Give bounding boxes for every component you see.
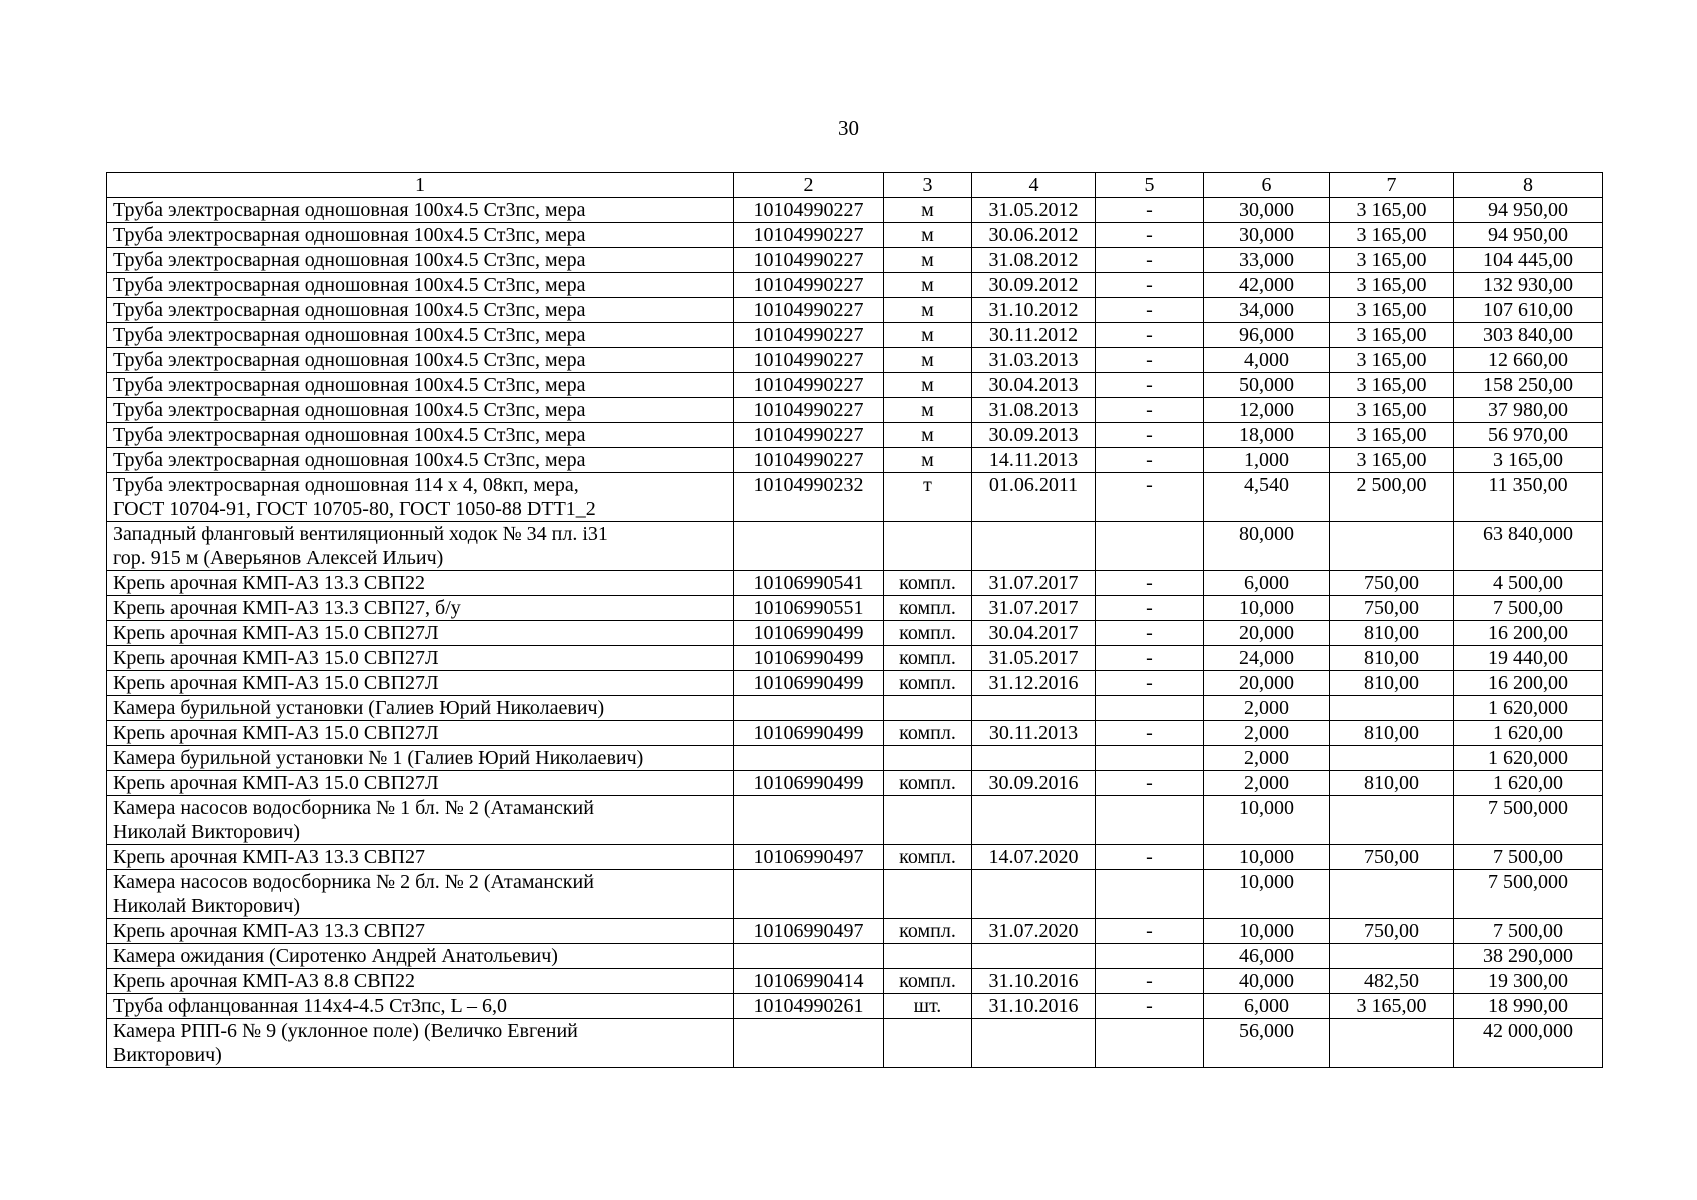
- item-code-cell: 10104990227: [734, 223, 884, 248]
- quantity-cell: 40,000: [1204, 969, 1330, 994]
- table-row: [107, 870, 1603, 919]
- item-name-cell: Западный фланговый вентиляционный ходок № 34 пл. i31 гор. 915 м (Аверьянов Алексей Ильич): [107, 522, 734, 571]
- item-code-cell: 10106990499: [734, 646, 884, 671]
- table-row: [107, 423, 1603, 448]
- table-row: [107, 746, 1603, 771]
- date-cell: 14.07.2020: [972, 845, 1096, 870]
- quantity-cell: 30,000: [1204, 223, 1330, 248]
- date-cell: 31.07.2020: [972, 919, 1096, 944]
- dash-cell: -: [1096, 348, 1204, 373]
- item-code-cell: 10106990551: [734, 596, 884, 621]
- quantity-cell: 2,000: [1204, 721, 1330, 746]
- item-code-cell: 10104990227: [734, 273, 884, 298]
- price-cell: 750,00: [1330, 596, 1454, 621]
- quantity-cell: 20,000: [1204, 621, 1330, 646]
- table-row: [107, 298, 1603, 323]
- item-name-cell: Крепь арочная КМП-А3 8.8 СВП22: [107, 969, 734, 994]
- date-cell: 31.10.2012: [972, 298, 1096, 323]
- item-code-cell: 10104990227: [734, 348, 884, 373]
- sum-cell: 1 620,00: [1454, 721, 1603, 746]
- unit-cell: м: [884, 273, 972, 298]
- item-name-cell: Камера РПП-6 № 9 (уклонное поле) (Величко Евгений Викторович): [107, 1019, 734, 1068]
- sum-cell: 7 500,00: [1454, 919, 1603, 944]
- item-name-cell: Труба электросварная одношовная 100х4.5 Ст3пс, мера: [107, 248, 734, 273]
- date-cell: [972, 796, 1096, 845]
- price-cell: 2 500,00: [1330, 473, 1454, 522]
- price-cell: 810,00: [1330, 721, 1454, 746]
- quantity-cell: 10,000: [1204, 845, 1330, 870]
- date-cell: 30.11.2013: [972, 721, 1096, 746]
- date-cell: 31.03.2013: [972, 348, 1096, 373]
- date-cell: 31.10.2016: [972, 969, 1096, 994]
- table-row: [107, 771, 1603, 796]
- table-row: [107, 596, 1603, 621]
- dash-cell: -: [1096, 994, 1204, 1019]
- date-cell: 30.04.2017: [972, 621, 1096, 646]
- unit-cell: м: [884, 423, 972, 448]
- sum-cell: 132 930,00: [1454, 273, 1603, 298]
- date-cell: 31.05.2012: [972, 198, 1096, 223]
- item-code-cell: [734, 696, 884, 721]
- unit-cell: [884, 796, 972, 845]
- dash-cell: [1096, 944, 1204, 969]
- sum-cell: 303 840,00: [1454, 323, 1603, 348]
- date-cell: [972, 1019, 1096, 1068]
- column-header: 4: [972, 173, 1096, 198]
- sum-cell: 63 840,000: [1454, 522, 1603, 571]
- dash-cell: -: [1096, 373, 1204, 398]
- table-row: [107, 696, 1603, 721]
- item-code-cell: [734, 1019, 884, 1068]
- column-header: 7: [1330, 173, 1454, 198]
- table-row: [107, 348, 1603, 373]
- item-code-cell: 10106990499: [734, 621, 884, 646]
- dash-cell: -: [1096, 621, 1204, 646]
- date-cell: 30.09.2012: [972, 273, 1096, 298]
- table-row: [107, 944, 1603, 969]
- table-row: [107, 248, 1603, 273]
- item-name-cell: Крепь арочная КМП-А3 13.3 СВП22: [107, 571, 734, 596]
- sum-cell: 3 165,00: [1454, 448, 1603, 473]
- item-code-cell: [734, 746, 884, 771]
- table-row: [107, 323, 1603, 348]
- item-code-cell: 10104990227: [734, 248, 884, 273]
- item-code-cell: 10106990497: [734, 845, 884, 870]
- item-name-cell: Труба электросварная одношовная 100х4.5 Ст3пс, мера: [107, 323, 734, 348]
- price-cell: 3 165,00: [1330, 248, 1454, 273]
- table-row: [107, 473, 1603, 522]
- date-cell: [972, 944, 1096, 969]
- table-row: [107, 969, 1603, 994]
- item-name-cell: Камера бурильной установки (Галиев Юрий Николаевич): [107, 696, 734, 721]
- date-cell: 31.12.2016: [972, 671, 1096, 696]
- sum-cell: 7 500,00: [1454, 596, 1603, 621]
- item-name-cell: Камера насосов водосборника № 1 бл. № 2 (Атаманский Николай Викторович): [107, 796, 734, 845]
- quantity-cell: 33,000: [1204, 248, 1330, 273]
- sum-cell: 7 500,000: [1454, 796, 1603, 845]
- price-cell: 810,00: [1330, 671, 1454, 696]
- sum-cell: 12 660,00: [1454, 348, 1603, 373]
- item-name-cell: Крепь арочная КМП-А3 15.0 СВП27Л: [107, 721, 734, 746]
- unit-cell: [884, 1019, 972, 1068]
- item-code-cell: 10106990541: [734, 571, 884, 596]
- dash-cell: [1096, 1019, 1204, 1068]
- dash-cell: -: [1096, 571, 1204, 596]
- sum-cell: 16 200,00: [1454, 621, 1603, 646]
- date-cell: 14.11.2013: [972, 448, 1096, 473]
- dash-cell: -: [1096, 646, 1204, 671]
- item-code-cell: [734, 870, 884, 919]
- item-name-cell: Труба офланцованная 114х4-4.5 Ст3пс, L – 6,0: [107, 994, 734, 1019]
- date-cell: 31.10.2016: [972, 994, 1096, 1019]
- table-row: [107, 845, 1603, 870]
- price-cell: 482,50: [1330, 969, 1454, 994]
- table-body: [107, 198, 1603, 1068]
- price-cell: [1330, 796, 1454, 845]
- column-header-row: [107, 173, 1603, 198]
- date-cell: [972, 870, 1096, 919]
- item-name-cell: Труба электросварная одношовная 100х4.5 Ст3пс, мера: [107, 423, 734, 448]
- sum-cell: 104 445,00: [1454, 248, 1603, 273]
- table-row: [107, 671, 1603, 696]
- price-cell: [1330, 522, 1454, 571]
- item-name-cell: Труба электросварная одношовная 100х4.5 Ст3пс, мера: [107, 448, 734, 473]
- item-name-cell: Труба электросварная одношовная 100х4.5 Ст3пс, мера: [107, 223, 734, 248]
- item-code-cell: 10104990227: [734, 298, 884, 323]
- unit-cell: компл.: [884, 621, 972, 646]
- price-cell: 3 165,00: [1330, 198, 1454, 223]
- dash-cell: [1096, 696, 1204, 721]
- inventory-table: [106, 172, 1603, 1068]
- item-code-cell: 10104990227: [734, 423, 884, 448]
- column-header: 6: [1204, 173, 1330, 198]
- unit-cell: [884, 870, 972, 919]
- table-row: [107, 373, 1603, 398]
- date-cell: [972, 522, 1096, 571]
- quantity-cell: 10,000: [1204, 870, 1330, 919]
- unit-cell: [884, 746, 972, 771]
- unit-cell: м: [884, 248, 972, 273]
- item-name-cell: Камера насосов водосборника № 2 бл. № 2 (Атаманский Николай Викторович): [107, 870, 734, 919]
- dash-cell: -: [1096, 423, 1204, 448]
- price-cell: 810,00: [1330, 771, 1454, 796]
- item-code-cell: 10104990227: [734, 323, 884, 348]
- sum-cell: 19 440,00: [1454, 646, 1603, 671]
- column-header: 5: [1096, 173, 1204, 198]
- price-cell: 3 165,00: [1330, 373, 1454, 398]
- sum-cell: 18 990,00: [1454, 994, 1603, 1019]
- price-cell: 3 165,00: [1330, 398, 1454, 423]
- item-code-cell: 10106990499: [734, 721, 884, 746]
- dash-cell: -: [1096, 448, 1204, 473]
- dash-cell: -: [1096, 969, 1204, 994]
- price-cell: 750,00: [1330, 571, 1454, 596]
- price-cell: 3 165,00: [1330, 348, 1454, 373]
- item-code-cell: 10104990227: [734, 448, 884, 473]
- table-row: [107, 796, 1603, 845]
- unit-cell: компл.: [884, 845, 972, 870]
- unit-cell: т: [884, 473, 972, 522]
- column-header: 2: [734, 173, 884, 198]
- quantity-cell: 4,000: [1204, 348, 1330, 373]
- dash-cell: [1096, 746, 1204, 771]
- table-row: [107, 646, 1603, 671]
- unit-cell: компл.: [884, 969, 972, 994]
- table-row: [107, 1019, 1603, 1068]
- date-cell: 01.06.2011: [972, 473, 1096, 522]
- unit-cell: м: [884, 298, 972, 323]
- sum-cell: 56 970,00: [1454, 423, 1603, 448]
- item-name-cell: Крепь арочная КМП-А3 13.3 СВП27, б/у: [107, 596, 734, 621]
- dash-cell: [1096, 522, 1204, 571]
- quantity-cell: 10,000: [1204, 796, 1330, 845]
- quantity-cell: 12,000: [1204, 398, 1330, 423]
- dash-cell: -: [1096, 198, 1204, 223]
- dash-cell: -: [1096, 223, 1204, 248]
- sum-cell: 11 350,00: [1454, 473, 1603, 522]
- quantity-cell: 6,000: [1204, 994, 1330, 1019]
- item-code-cell: 10106990499: [734, 671, 884, 696]
- price-cell: [1330, 870, 1454, 919]
- table-row: [107, 398, 1603, 423]
- item-code-cell: 10104990227: [734, 198, 884, 223]
- item-code-cell: 10104990261: [734, 994, 884, 1019]
- item-name-cell: Труба электросварная одношовная 114 х 4, 08кп, мера, ГОСТ 10704-91, ГОСТ 10705-80, ГОСТ 1050-88 DTT1_2: [107, 473, 734, 522]
- item-code-cell: 10106990414: [734, 969, 884, 994]
- unit-cell: компл.: [884, 919, 972, 944]
- quantity-cell: 42,000: [1204, 273, 1330, 298]
- quantity-cell: 4,540: [1204, 473, 1330, 522]
- dash-cell: -: [1096, 398, 1204, 423]
- page-number: 30: [838, 116, 859, 140]
- unit-cell: компл.: [884, 671, 972, 696]
- unit-cell: [884, 944, 972, 969]
- price-cell: 3 165,00: [1330, 994, 1454, 1019]
- item-name-cell: Труба электросварная одношовная 100х4.5 Ст3пс, мера: [107, 373, 734, 398]
- date-cell: 31.08.2013: [972, 398, 1096, 423]
- sum-cell: 16 200,00: [1454, 671, 1603, 696]
- quantity-cell: 34,000: [1204, 298, 1330, 323]
- quantity-cell: 46,000: [1204, 944, 1330, 969]
- item-code-cell: [734, 944, 884, 969]
- table-row: [107, 448, 1603, 473]
- quantity-cell: 1,000: [1204, 448, 1330, 473]
- date-cell: [972, 696, 1096, 721]
- quantity-cell: 2,000: [1204, 746, 1330, 771]
- unit-cell: компл.: [884, 721, 972, 746]
- sum-cell: 94 950,00: [1454, 223, 1603, 248]
- quantity-cell: 24,000: [1204, 646, 1330, 671]
- quantity-cell: 18,000: [1204, 423, 1330, 448]
- sum-cell: 7 500,000: [1454, 870, 1603, 919]
- price-cell: 3 165,00: [1330, 323, 1454, 348]
- sum-cell: 7 500,00: [1454, 845, 1603, 870]
- unit-cell: компл.: [884, 596, 972, 621]
- price-cell: [1330, 696, 1454, 721]
- item-name-cell: Крепь арочная КМП-А3 15.0 СВП27Л: [107, 621, 734, 646]
- item-name-cell: Крепь арочная КМП-А3 15.0 СВП27Л: [107, 671, 734, 696]
- item-name-cell: Труба электросварная одношовная 100х4.5 Ст3пс, мера: [107, 298, 734, 323]
- date-cell: 31.07.2017: [972, 571, 1096, 596]
- quantity-cell: 30,000: [1204, 198, 1330, 223]
- dash-cell: [1096, 870, 1204, 919]
- table-row: [107, 223, 1603, 248]
- item-name-cell: Крепь арочная КМП-А3 13.3 СВП27: [107, 845, 734, 870]
- column-header: 3: [884, 173, 972, 198]
- dash-cell: -: [1096, 273, 1204, 298]
- table-row: [107, 721, 1603, 746]
- quantity-cell: 20,000: [1204, 671, 1330, 696]
- dash-cell: -: [1096, 323, 1204, 348]
- quantity-cell: 2,000: [1204, 696, 1330, 721]
- item-code-cell: 10104990232: [734, 473, 884, 522]
- unit-cell: [884, 522, 972, 571]
- dash-cell: -: [1096, 473, 1204, 522]
- sum-cell: 19 300,00: [1454, 969, 1603, 994]
- date-cell: 30.06.2012: [972, 223, 1096, 248]
- unit-cell: м: [884, 323, 972, 348]
- dash-cell: [1096, 796, 1204, 845]
- unit-cell: м: [884, 348, 972, 373]
- date-cell: 30.11.2012: [972, 323, 1096, 348]
- table-row: [107, 621, 1603, 646]
- dash-cell: -: [1096, 298, 1204, 323]
- item-name-cell: Крепь арочная КМП-А3 13.3 СВП27: [107, 919, 734, 944]
- table-row: [107, 994, 1603, 1019]
- item-name-cell: Камера ожидания (Сиротенко Андрей Анатольевич): [107, 944, 734, 969]
- sum-cell: 37 980,00: [1454, 398, 1603, 423]
- dash-cell: -: [1096, 919, 1204, 944]
- sum-cell: 38 290,000: [1454, 944, 1603, 969]
- dash-cell: -: [1096, 771, 1204, 796]
- dash-cell: -: [1096, 721, 1204, 746]
- date-cell: [972, 746, 1096, 771]
- dash-cell: -: [1096, 596, 1204, 621]
- item-name-cell: Труба электросварная одношовная 100х4.5 Ст3пс, мера: [107, 273, 734, 298]
- item-name-cell: Крепь арочная КМП-А3 15.0 СВП27Л: [107, 646, 734, 671]
- price-cell: [1330, 746, 1454, 771]
- item-code-cell: [734, 522, 884, 571]
- quantity-cell: 10,000: [1204, 919, 1330, 944]
- table-row: [107, 522, 1603, 571]
- sum-cell: 1 620,00: [1454, 771, 1603, 796]
- quantity-cell: 2,000: [1204, 771, 1330, 796]
- table-row: [107, 198, 1603, 223]
- price-cell: [1330, 944, 1454, 969]
- date-cell: 30.09.2016: [972, 771, 1096, 796]
- price-cell: 750,00: [1330, 919, 1454, 944]
- column-header: 1: [107, 173, 734, 198]
- unit-cell: шт.: [884, 994, 972, 1019]
- item-name-cell: Труба электросварная одношовная 100х4.5 Ст3пс, мера: [107, 398, 734, 423]
- price-cell: 810,00: [1330, 621, 1454, 646]
- sum-cell: 94 950,00: [1454, 198, 1603, 223]
- date-cell: 31.07.2017: [972, 596, 1096, 621]
- price-cell: 3 165,00: [1330, 223, 1454, 248]
- sum-cell: 4 500,00: [1454, 571, 1603, 596]
- sum-cell: 107 610,00: [1454, 298, 1603, 323]
- unit-cell: м: [884, 198, 972, 223]
- dash-cell: -: [1096, 845, 1204, 870]
- quantity-cell: 6,000: [1204, 571, 1330, 596]
- price-cell: 3 165,00: [1330, 423, 1454, 448]
- item-name-cell: Труба электросварная одношовная 100х4.5 Ст3пс, мера: [107, 198, 734, 223]
- item-name-cell: Крепь арочная КМП-А3 15.0 СВП27Л: [107, 771, 734, 796]
- price-cell: 3 165,00: [1330, 298, 1454, 323]
- item-code-cell: 10106990499: [734, 771, 884, 796]
- date-cell: 31.08.2012: [972, 248, 1096, 273]
- date-cell: 30.09.2013: [972, 423, 1096, 448]
- unit-cell: м: [884, 373, 972, 398]
- unit-cell: м: [884, 223, 972, 248]
- item-code-cell: 10104990227: [734, 398, 884, 423]
- quantity-cell: 96,000: [1204, 323, 1330, 348]
- sum-cell: 1 620,000: [1454, 696, 1603, 721]
- table-row: [107, 571, 1603, 596]
- quantity-cell: 50,000: [1204, 373, 1330, 398]
- quantity-cell: 56,000: [1204, 1019, 1330, 1068]
- dash-cell: -: [1096, 248, 1204, 273]
- unit-cell: компл.: [884, 571, 972, 596]
- sum-cell: 158 250,00: [1454, 373, 1603, 398]
- column-header: 8: [1454, 173, 1603, 198]
- price-cell: 3 165,00: [1330, 448, 1454, 473]
- date-cell: 30.04.2013: [972, 373, 1096, 398]
- price-cell: [1330, 1019, 1454, 1068]
- dash-cell: -: [1096, 671, 1204, 696]
- price-cell: 3 165,00: [1330, 273, 1454, 298]
- unit-cell: компл.: [884, 646, 972, 671]
- unit-cell: компл.: [884, 771, 972, 796]
- unit-cell: м: [884, 448, 972, 473]
- quantity-cell: 10,000: [1204, 596, 1330, 621]
- item-code-cell: 10106990497: [734, 919, 884, 944]
- price-cell: 810,00: [1330, 646, 1454, 671]
- sum-cell: 42 000,000: [1454, 1019, 1603, 1068]
- item-code-cell: 10104990227: [734, 373, 884, 398]
- table-row: [107, 273, 1603, 298]
- item-code-cell: [734, 796, 884, 845]
- unit-cell: м: [884, 398, 972, 423]
- item-name-cell: Камера бурильной установки № 1 (Галиев Юрий Николаевич): [107, 746, 734, 771]
- sum-cell: 1 620,000: [1454, 746, 1603, 771]
- table-row: [107, 919, 1603, 944]
- price-cell: 750,00: [1330, 845, 1454, 870]
- quantity-cell: 80,000: [1204, 522, 1330, 571]
- item-name-cell: Труба электросварная одношовная 100х4.5 Ст3пс, мера: [107, 348, 734, 373]
- unit-cell: [884, 696, 972, 721]
- date-cell: 31.05.2017: [972, 646, 1096, 671]
